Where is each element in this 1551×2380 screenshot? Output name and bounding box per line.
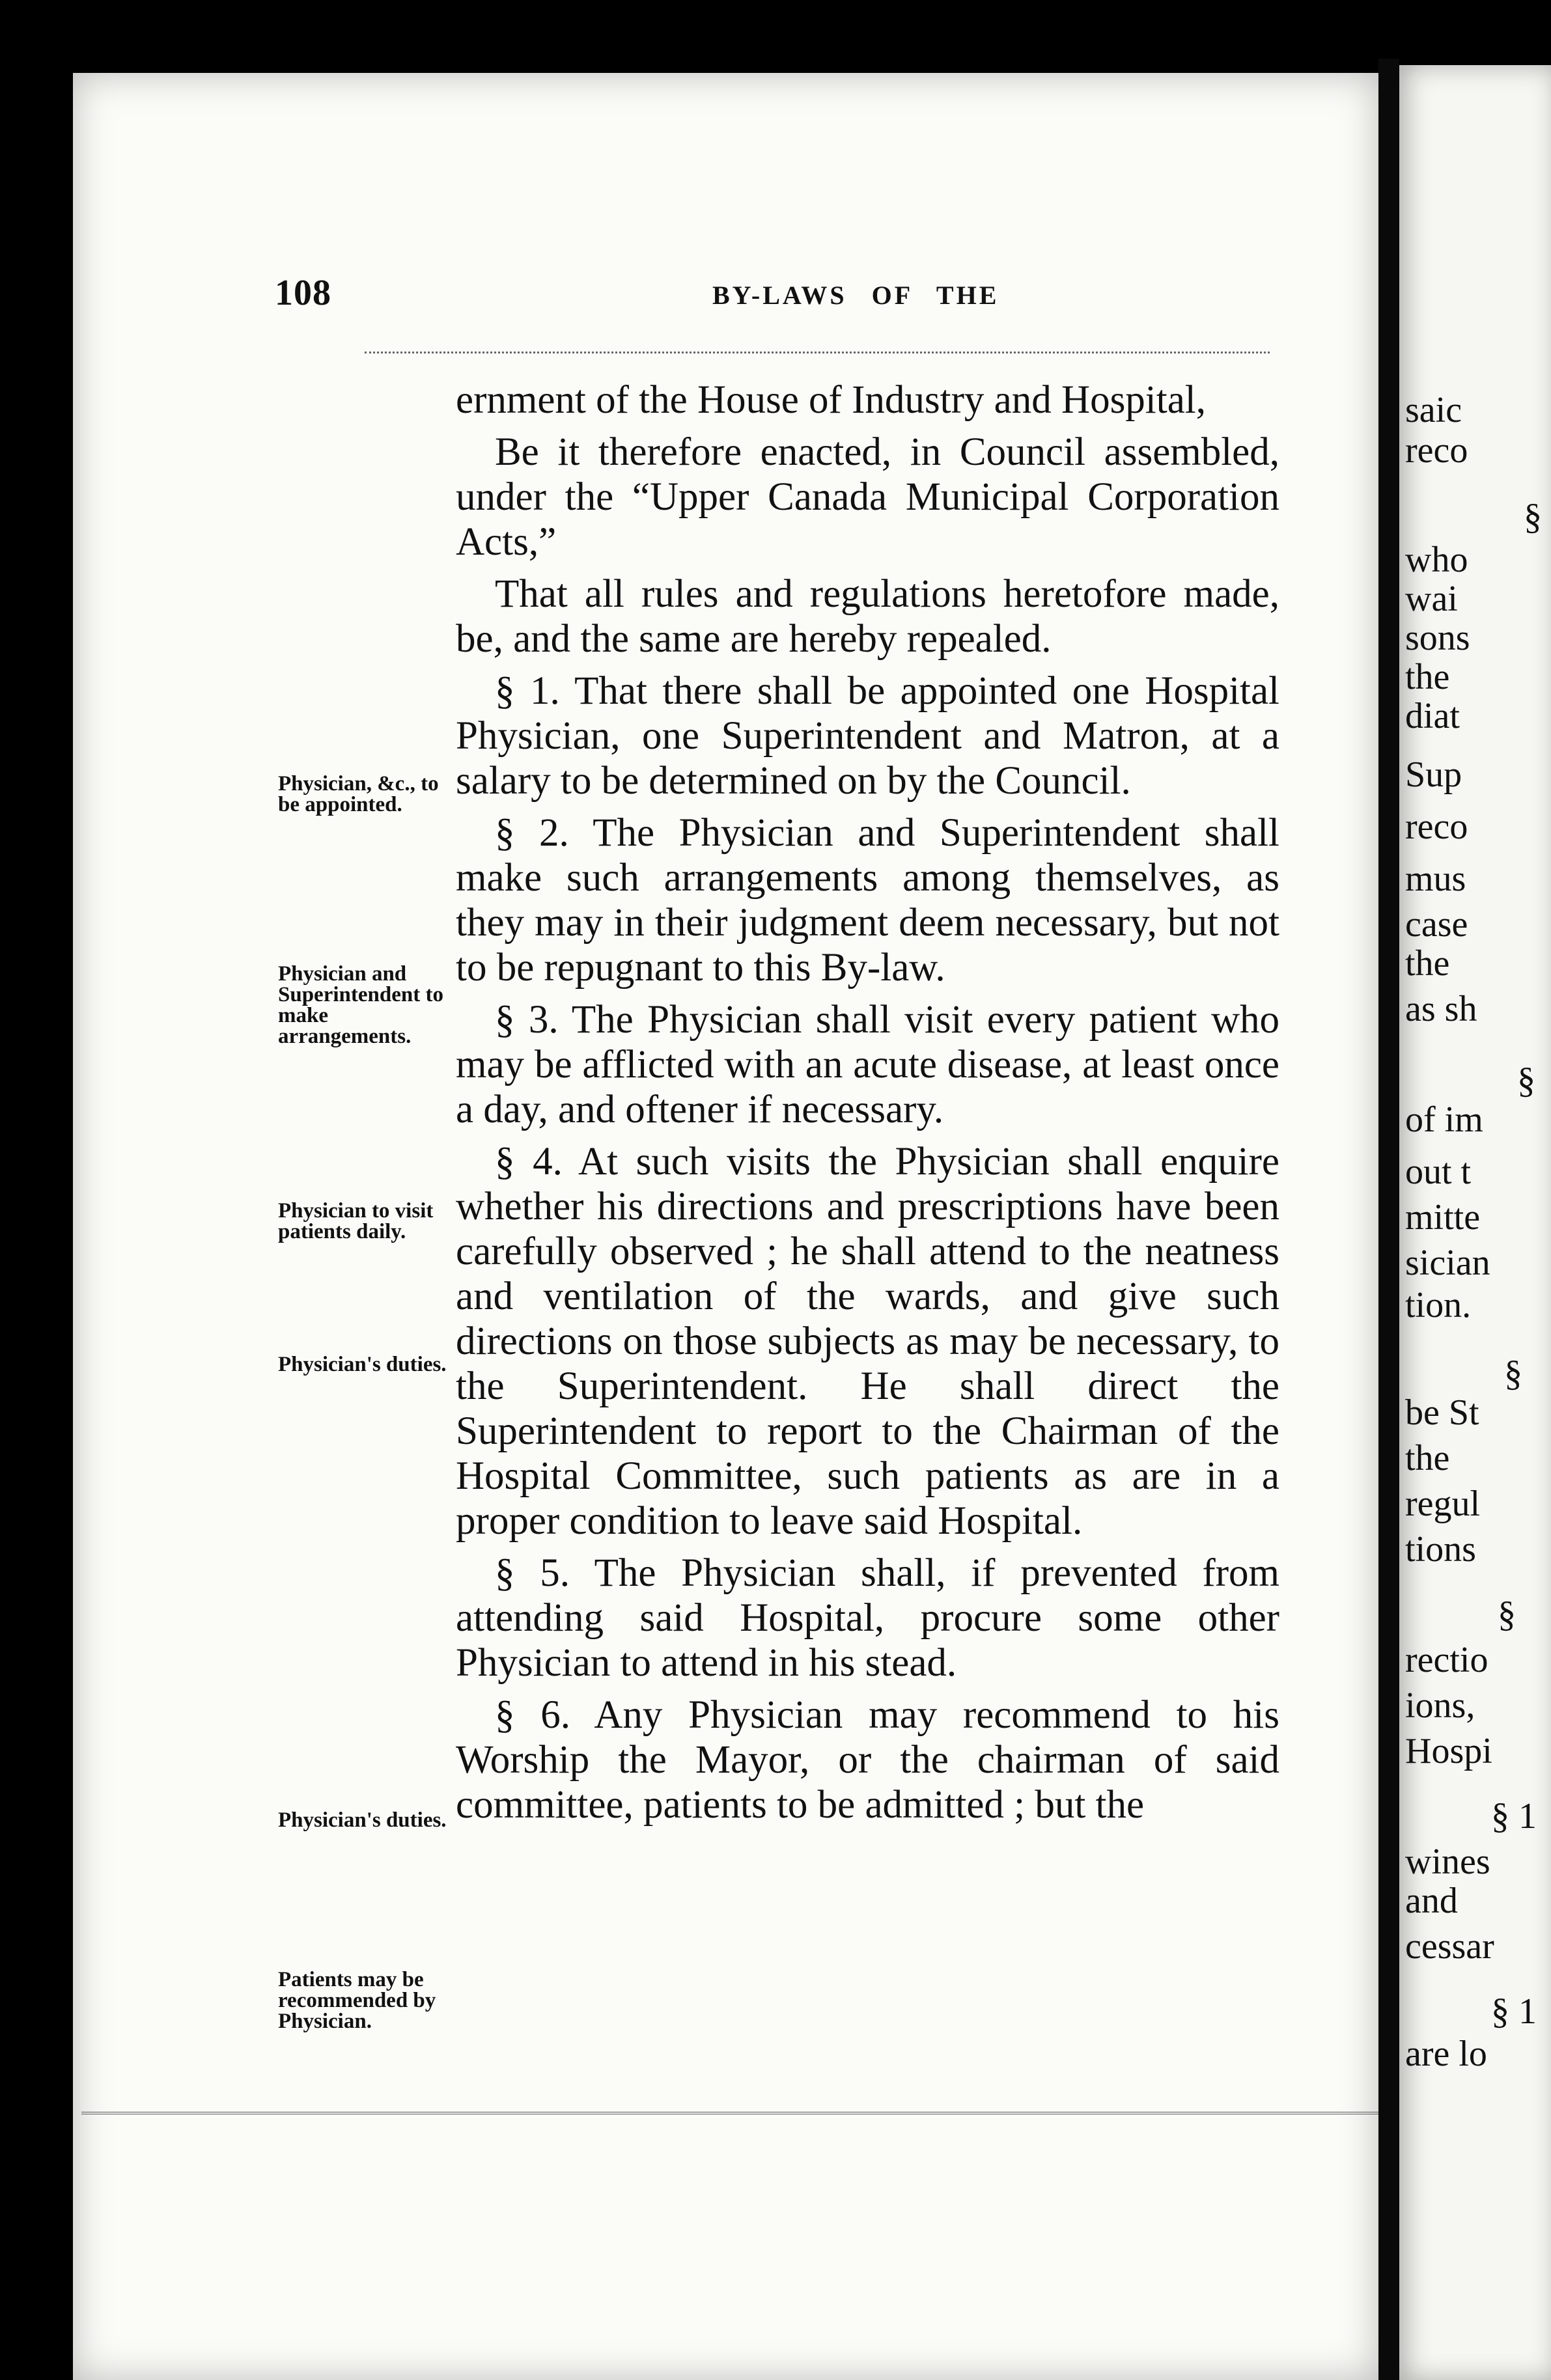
section-6: § 6. Any Physician may recommend to his Worship the Mayor, or the chairman of said committee, patients to be admitted ; but the xyxy=(456,1693,1279,1827)
right-page-fragment: who xyxy=(1405,540,1468,579)
right-page-fragment: the xyxy=(1405,657,1450,697)
right-page-fragment: wai xyxy=(1405,579,1458,618)
side-note: Physician to visit patients daily. xyxy=(278,1199,434,1243)
right-page-fragment: mitte xyxy=(1405,1198,1481,1237)
right-page-fragment: be St xyxy=(1405,1393,1479,1432)
right-page-fragment: mus xyxy=(1405,859,1466,898)
right-page-fragment: tion. xyxy=(1405,1286,1472,1325)
paragraph: ernment of the House of Industry and Hospital, xyxy=(456,378,1206,422)
right-page-fragment: cessar xyxy=(1405,1927,1494,1966)
right-page-fragment: § 1 xyxy=(1491,1992,1537,2031)
side-note: Physician's duties. xyxy=(278,1353,447,1376)
right-page-fragment: Sup xyxy=(1405,755,1462,794)
book-spine xyxy=(1378,59,1399,2380)
running-head: BY-LAWS OF THE xyxy=(712,281,999,310)
right-page-fragment: § xyxy=(1524,497,1542,536)
side-note: Physician's duties. xyxy=(278,1808,447,1832)
right-page-fragment: § 1 xyxy=(1491,1797,1537,1836)
right-page-fragment: sons xyxy=(1405,618,1470,657)
paragraph: Be it therefore enacted, in Council assembled, under the “Upper Canada Municipal Corporation Acts,” xyxy=(456,430,1279,564)
right-page-fragment: of im xyxy=(1405,1100,1483,1139)
page-header xyxy=(275,272,1291,324)
bottom-rule xyxy=(81,2112,1378,2114)
right-page-fragment: the xyxy=(1405,944,1450,983)
section-4: § 4. At such visits the Physician shall enquire whether his directions and prescriptions have been carefully observed ; he shall attend to the neatness and ventilation of the wards, and give such directions on those subjects as may be necessary, to the Superintendent. He shall direct the Superintendent to report to the Chairman of the Hospital Committee, such patients as are in a proper condition to leave said Hospital. xyxy=(456,1140,1279,1543)
right-page-fragment: saic xyxy=(1405,391,1462,430)
right-page-fragment: diat xyxy=(1405,697,1460,736)
section-1: § 1. That there shall be appointed one Hospital Physician, one Superintendent and Matron, at a salary to be determined on by the Council. xyxy=(456,669,1279,803)
section-5: § 5. The Physician shall, if prevented from attending said Hospital, procure some other Physician to attend in his stead. xyxy=(456,1551,1279,1685)
right-page-fragment: reco xyxy=(1405,431,1468,470)
body-text xyxy=(456,378,1279,1834)
right-page-fragment: tions xyxy=(1405,1530,1476,1569)
right-page-fragment: § xyxy=(1517,1061,1535,1100)
right-page-fragment: Hospi xyxy=(1405,1732,1492,1771)
side-note: Physician, &c., to be appointed. xyxy=(278,772,439,816)
right-page-fragment: sician xyxy=(1405,1243,1490,1282)
right-page-fragment: wines xyxy=(1405,1842,1490,1881)
right-page-fragment: case xyxy=(1405,905,1468,944)
right-page-fragment: out t xyxy=(1405,1152,1472,1191)
right-page-fragment: the xyxy=(1405,1439,1450,1478)
right-page-fragment: § xyxy=(1498,1595,1516,1634)
side-note: Physician and Superintendent to make arrangements. xyxy=(278,962,443,1048)
right-page-fragment: are lo xyxy=(1405,2034,1487,2073)
header-rule xyxy=(365,352,1270,353)
paragraph: That all rules and regulations heretofore made, be, and the same are hereby repealed. xyxy=(456,572,1279,661)
right-page-fragment: and xyxy=(1405,1881,1458,1920)
right-page-fragment: as sh xyxy=(1405,989,1477,1029)
section-2: § 2. The Physician and Superintendent shall make such arrangements among themselves, as they may in their judgment deem necessary, but not to be repugnant to this By-law. xyxy=(456,811,1279,989)
right-page-fragment: reco xyxy=(1405,807,1468,846)
page-number: 108 xyxy=(275,273,331,313)
right-page-fragment: § xyxy=(1504,1354,1522,1393)
section-3: § 3. The Physician shall visit every patient who may be afflicted with an acute disease, at least once a day, and oftener if necessary. xyxy=(456,998,1279,1131)
right-page-fragment: rectio xyxy=(1405,1640,1488,1680)
right-page-fragment: regul xyxy=(1405,1484,1481,1523)
side-note: Patients may be recommended by Physician. xyxy=(278,1968,436,2033)
right-page-fragment: ions, xyxy=(1405,1686,1475,1725)
